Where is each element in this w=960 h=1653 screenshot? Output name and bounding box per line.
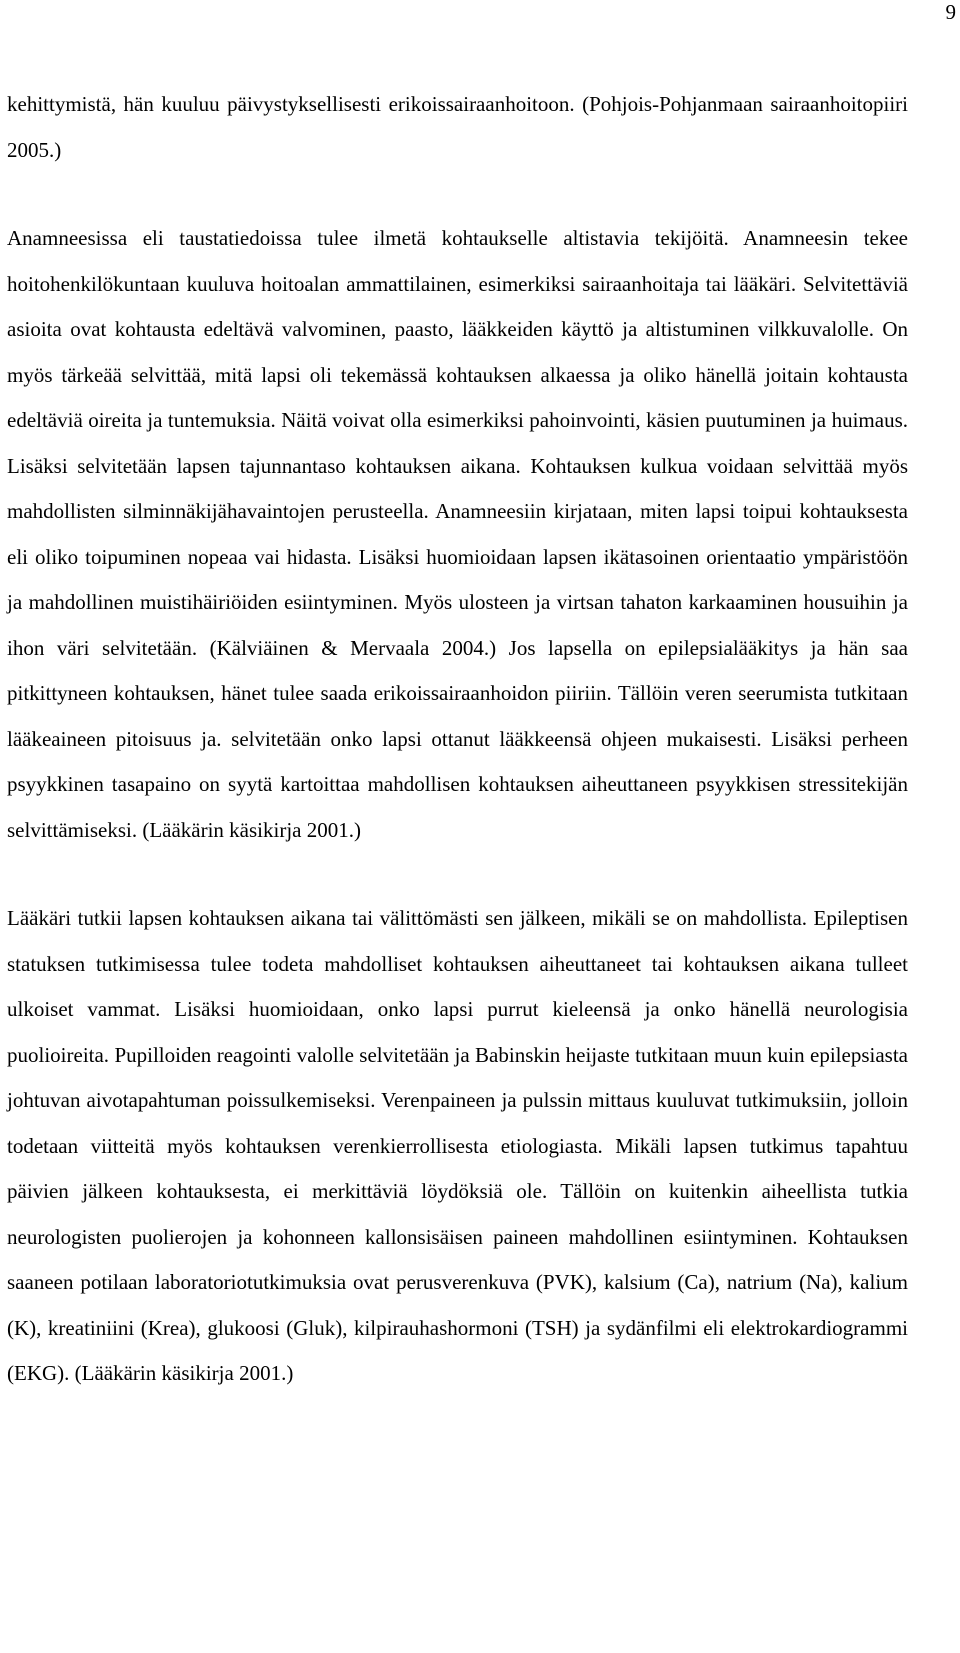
paragraph-examination: Lääkäri tutkii lapsen kohtauksen aikana tai välittömästi sen jälkeen, mikäli se on mahdollista. Epileptisen statuksen tutkimisessa tulee todeta mahdolliset kohtauksen aiheuttaneet tai kohtauksen aikana tulleet ulkoiset vammat. Lisäksi huomioidaan, onko lapsi purrut kieleensä ja onko hänellä neurologisia puolioireita. Pupilloiden reagointi valolle selvitetään ja Babinskin heijaste tutkitaan muun kuin epilepsiasta johtuvan aivotapahtuman poissulkemiseksi. Verenpaineen ja pulssin mittaus kuuluvat tutkimuksiin, jolloin todetaan viitteitä myös kohtauksen verenkierrollisesta etiologiasta. Mikäli lapsen tutkimus tapahtuu päivien jälkeen kohtauksesta, ei merkittäviä löydöksiä ole. Tällöin on kuitenkin aiheellista tutkia neurologisten puolierojen ja kohonneen kallonsisäisen paineen mahdollinen esiintyminen. Kohtauksen saaneen potilaan laboratoriotutkimuksia ovat perusverenkuva (PVK), kalsium (Ca), natrium (Na), kalium (K), kreatiniini (Krea), glukoosi (Gluk), kilpirauhashormoni (TSH) ja sydänfilmi eli elektrokardiogrammi (EKG). (Lääkärin käsikirja 2001.) <box>7 906 908 1385</box>
paragraph-continuation: kehittymistä, hän kuuluu päivystyksellisesti erikoissairaanhoitoon. (Pohjois-Pohjanmaan sairaanhoitopiiri 2005.) <box>7 92 908 162</box>
page-number: 9 <box>945 0 956 24</box>
document-body <box>7 82 908 1397</box>
paragraph-anamnesis: Anamneesissa eli taustatiedoissa tulee ilmetä kohtaukselle altistavia tekijöitä. Anamneesin tekee hoitohenkilökuntaan kuuluva hoitoalan ammattilainen, esimerkiksi sairaanhoitaja tai lääkäri. Selvitettäviä asioita ovat kohtausta edeltävä valvominen, paasto, lääkkeiden käyttö ja altistuminen vilkkuvalolle. On myös tärkeää selvittää, mitä lapsi oli tekemässä kohtauksen alkaessa ja oliko hänellä joitain kohtausta edeltäviä oireita ja tuntemuksia. Näitä voivat olla esimerkiksi pahoinvointi, käsien puutuminen ja huimaus. Lisäksi selvitetään lapsen tajunnantaso kohtauksen aikana. Kohtauksen kulkua voidaan selvittää myös mahdollisten silminnäkijähavaintojen perusteella. Anamneesiin kirjataan, miten lapsi toipui kohtauksesta eli oliko toipuminen nopeaa vai hidasta. Lisäksi huomioidaan lapsen ikätasoinen orientaatio ympäristöön ja mahdollinen muistihäiriöiden esiintyminen. Myös ulosteen ja virtsan tahaton karkaaminen housuihin ja ihon väri selvitetään. (Kälviäinen & Mervaala 2004.) Jos lapsella on epilepsialääkitys ja hän saa pitkittyneen kohtauksen, hänet tulee saada erikoissairaanhoidon piiriin. Tällöin veren seerumista tutkitaan lääkeaineen pitoisuus ja. selvitetään onko lapsi ottanut lääkkeensä ohjeen mukaisesti. Lisäksi perheen psyykkinen tasapaino on syytä kartoittaa mahdollisen kohtauksen aiheuttaneen psyykkisen stressitekijän selvittämiseksi. (Lääkärin käsikirja 2001.) <box>7 226 908 842</box>
